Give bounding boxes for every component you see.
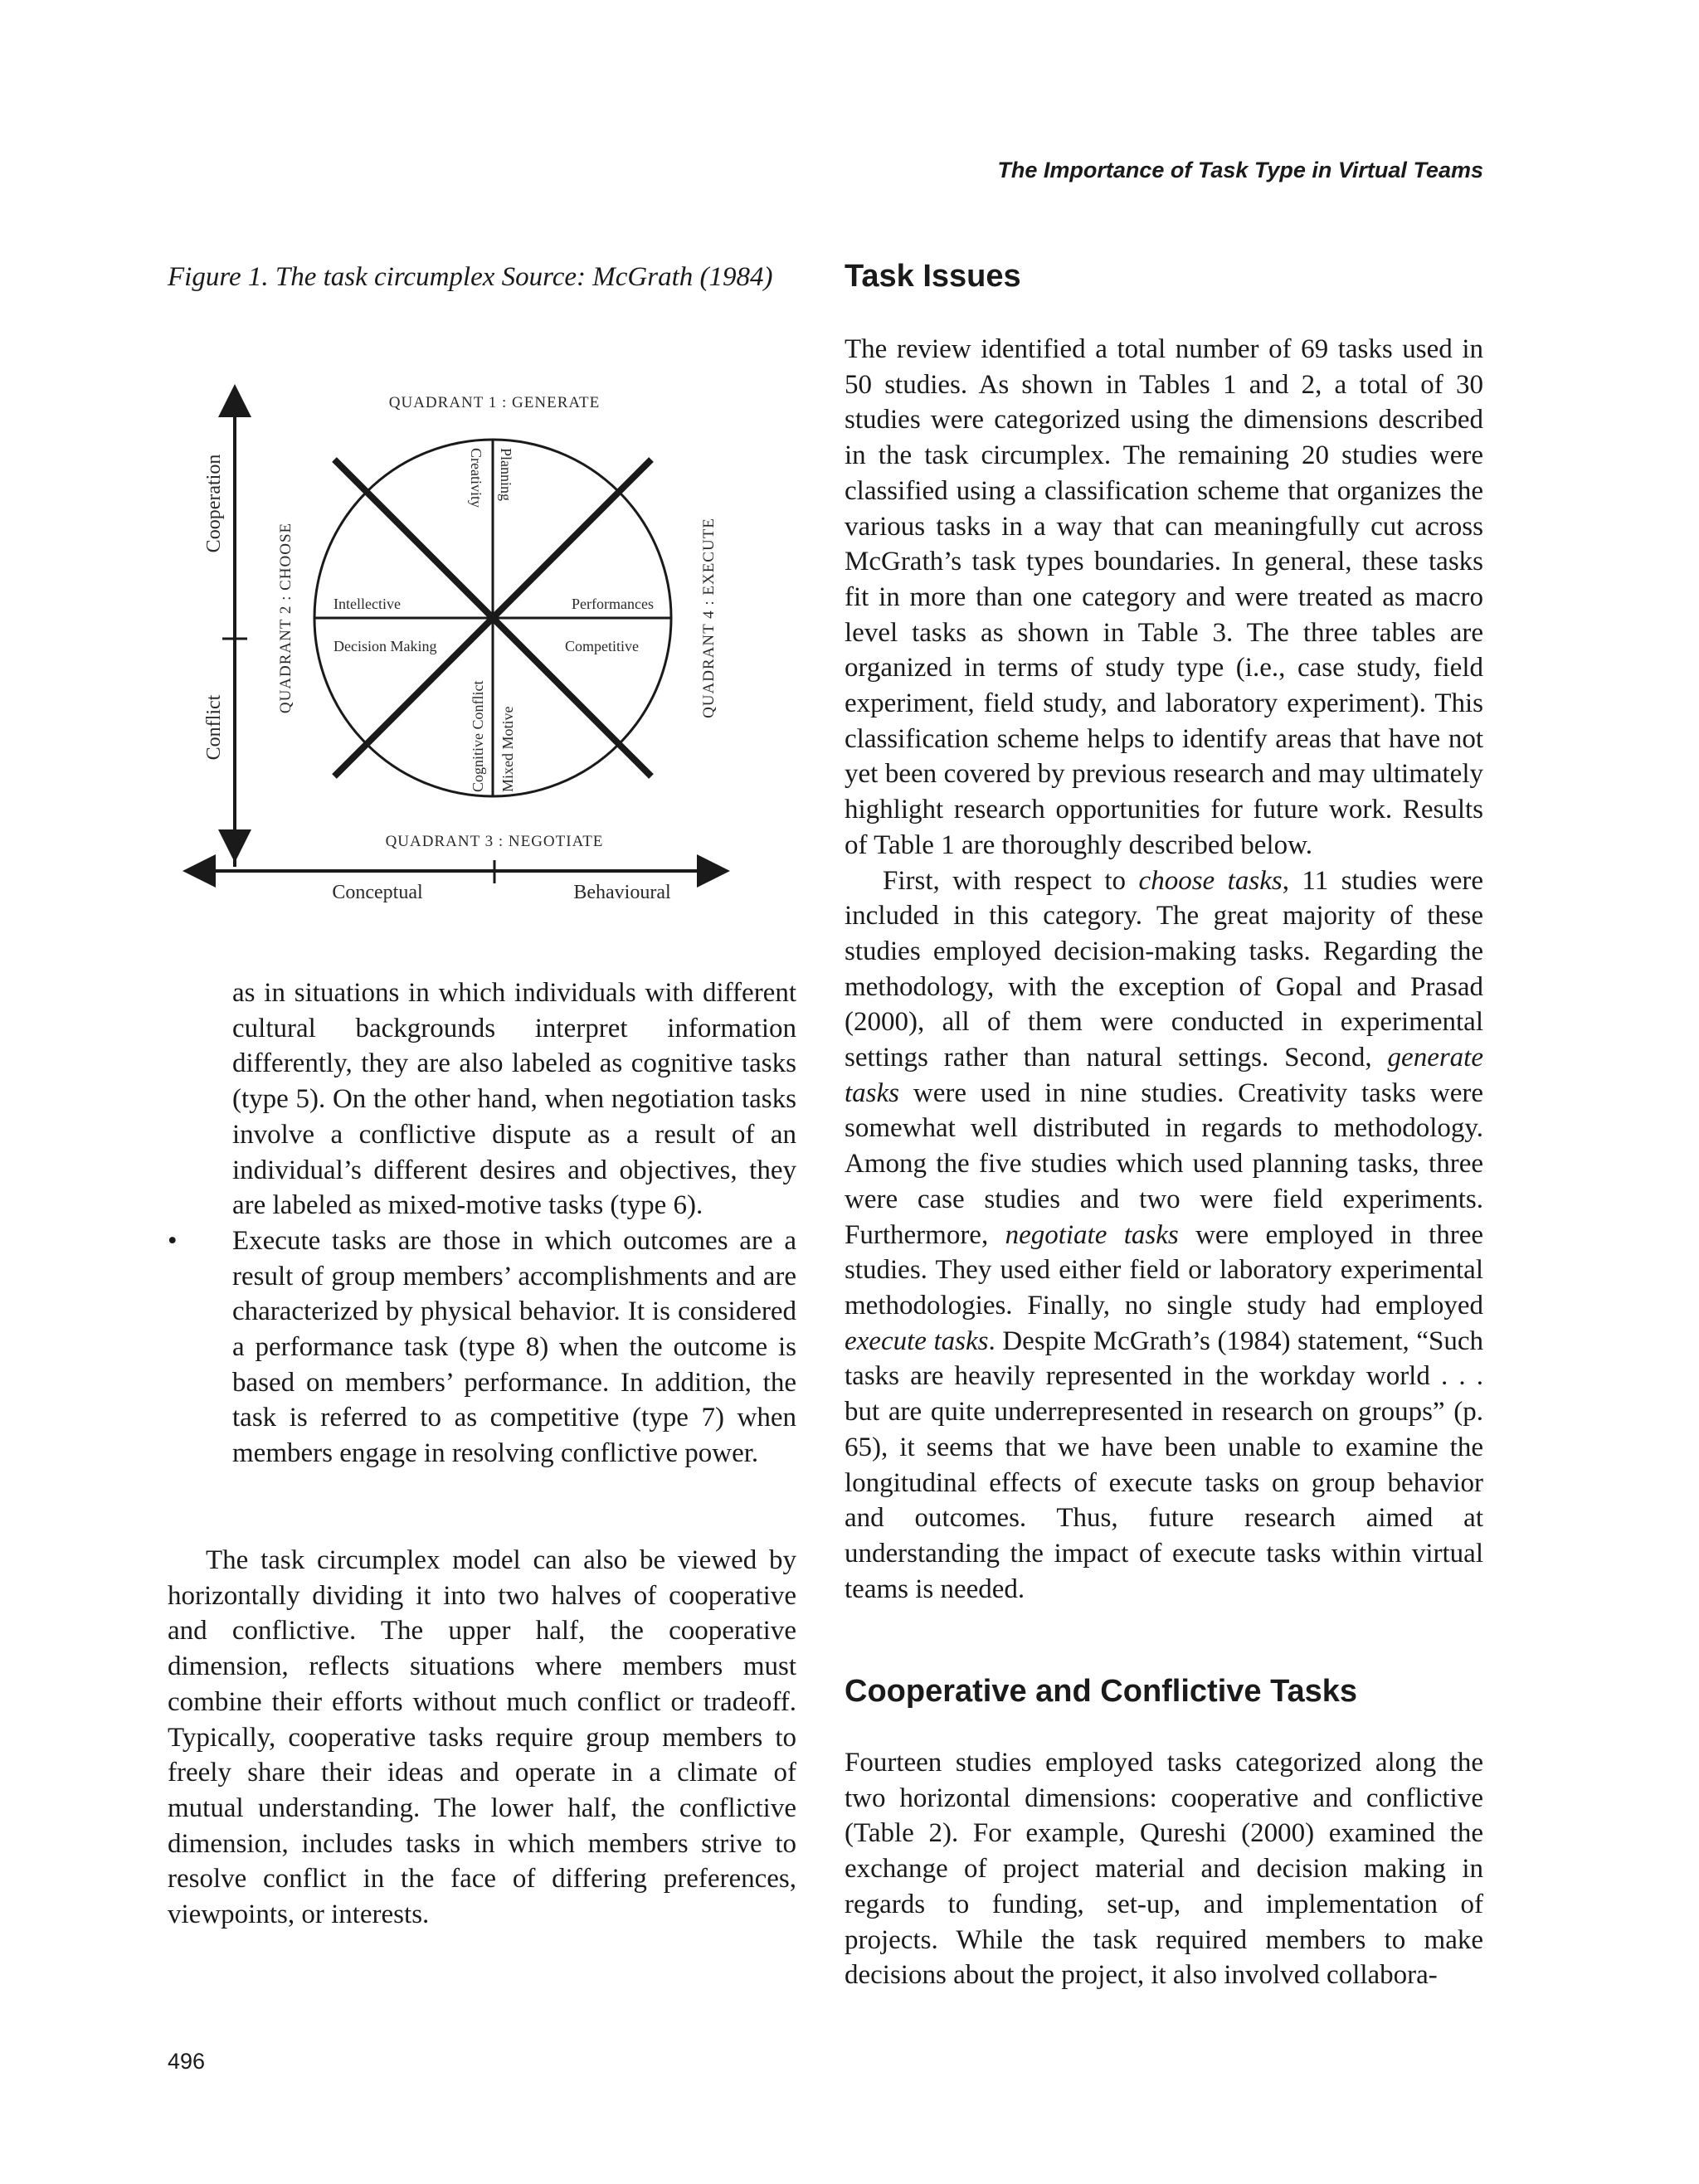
para2-emphasis-negotiate: negotiate tasks xyxy=(1005,1219,1179,1250)
cooperative-conflictive-body xyxy=(845,1745,1483,1993)
para2-emphasis-generate: generate tasks xyxy=(845,1043,1483,1108)
running-head: The Importance of Task Type in Virtual Teams xyxy=(997,158,1483,182)
label-mixed-motive: Mixed Motive xyxy=(499,706,516,792)
bullet-marker: • xyxy=(168,1225,178,1256)
para2-text-a: First, with respect to xyxy=(883,865,1139,896)
task-circumplex-figure xyxy=(183,369,747,904)
left-paragraph xyxy=(168,1543,796,1933)
axis-conceptual-label: Conceptual xyxy=(332,882,423,903)
quadrant-3-label: QUADRANT 3 : NEGOTIATE xyxy=(385,833,604,850)
task-issues-paragraph-1: The review identified a total number of 69 tasks used in 50 studies. As shown in Tables 1 and 2, a total of 30 studies were categorized using the dimensions described in the task circumplex. The remaining 20 studies were classified using a classification scheme that organizes the various tasks in a way that can meaningfully cut across McGrath’s task types boundaries. In general, these tasks fit in more than one category and were treated as macro level tasks as shown in Table 3. The three tables are organized in terms of study type (i.e., case study, field experiment, field study, and laboratory experiment). This classification scheme helps to identify areas that have not yet been covered by previous research and may ultimately highlight research opportunities for future work. Results of Table 1 are thoroughly described below. xyxy=(845,334,1483,860)
para2-text-d: were employed in three studies. They used either field or laboratory experimental methodologies. Finally, no single study had employed xyxy=(845,1219,1483,1321)
axis-behavioural-label: Behavioural xyxy=(573,882,671,903)
heading-cooperative-conflictive: Cooperative and Conflictive Tasks xyxy=(845,1674,1358,1709)
label-performances: Performances xyxy=(572,596,654,612)
label-competitive: Competitive xyxy=(565,638,639,654)
task-issues-paragraph-2 xyxy=(845,863,1483,1608)
bullet-execute-text: Execute tasks are those in which outcomes are a result of group members’ accomplishments and are characterized by physical behavior. It is considered a performance task (type 8) when the outcome is based on members’ performance. In addition, the task is referred to as competitive (type 7) when members engage in resolving conflictive power. xyxy=(232,1225,796,1469)
label-creativity: Creativity xyxy=(468,448,484,508)
bullet-continuation-text: as in situations in which individuals with different cultural backgrounds interpret information differently, they are also labeled as cognitive tasks (type 5). On the other hand, when negotiation tasks involve a conflictive dispute as a result of an individual’s different desires and objectives, they are labeled as mixed-motive tasks (type 6). xyxy=(232,978,796,1221)
task-issues-body xyxy=(845,332,1483,1607)
quadrant-1-label: QUADRANT 1 : GENERATE xyxy=(388,394,601,411)
para2-text-c: were used in nine studies. Creativity tasks were somewhat well distributed in regards to methodology. Among the five studies which used planning tasks, three were case studies and two were field experiments. Furthermore, xyxy=(845,1077,1483,1250)
bullet-list xyxy=(168,975,796,1471)
label-cognitive-conflict: Cognitive Conflict xyxy=(470,680,486,792)
quadrant-4-label: QUADRANT 4 : EXECUTE xyxy=(700,518,718,718)
label-decision-making: Decision Making xyxy=(333,638,437,654)
para2-text-e: . Despite McGrath’s (1984) statement, “Such tasks are heavily represented in the workday world . . . but are quite underrepresented in research on groups” (p. 65), it seems that we have been unable to examine the longitudinal effects of execute tasks on group behavior and outcomes. Thus, future research aimed at understanding the impact of execute tasks within virtual teams is needed. xyxy=(845,1325,1483,1604)
heading-task-issues: Task Issues xyxy=(845,259,1021,294)
bullet-item-execute xyxy=(168,1223,796,1471)
figure-caption: Figure 1. The task circumplex Source: McGrath (1984) xyxy=(168,262,773,292)
cooperative-conflictive-paragraph: Fourteen studies employed tasks categorized along the two horizontal dimensions: cooperative and conflictive (Table 2). For example, Qureshi (2000) examined the exchange of project material and decision making in regards to funding, set-up, and implementation of projects. While the task required members to make decisions about the project, it also involved collabora- xyxy=(845,1748,1483,1991)
circumplex-halves-paragraph: The task circumplex model can also be viewed by horizontally dividing it into two halves of cooperative and conflictive. The upper half, the cooperative dimension, reflects situations where members must combine their efforts without much conflict or tradeoff. Typically, cooperative tasks require group members to freely share their ideas and operate in a climate of mutual understanding. The lower half, the conflictive dimension, includes tasks in which members strive to resolve conflict in the face of differing preferences, viewpoints, or interests. xyxy=(168,1545,796,1930)
label-planning: Planning xyxy=(498,448,514,502)
label-intellective: Intellective xyxy=(333,596,401,612)
page-number: 496 xyxy=(168,2049,206,2074)
para2-emphasis-execute: execute tasks xyxy=(845,1325,989,1356)
quadrant-2-label: QUADRANT 2 : CHOOSE xyxy=(277,522,295,714)
para2-text-b: , 11 studies were included in this category. The great majority of these studies employed decision-making tasks. Regarding the methodology, with the exception of Gopal and Prasad (2000), all of them were conducted in experimental settings rather than natural settings. Second, xyxy=(845,865,1483,1073)
axis-cooperation-label: Cooperation xyxy=(203,454,225,553)
axis-conflict-label: Conflict xyxy=(203,694,225,761)
circumplex-diagram xyxy=(183,369,747,904)
para2-emphasis-choose: choose tasks xyxy=(1138,865,1283,896)
